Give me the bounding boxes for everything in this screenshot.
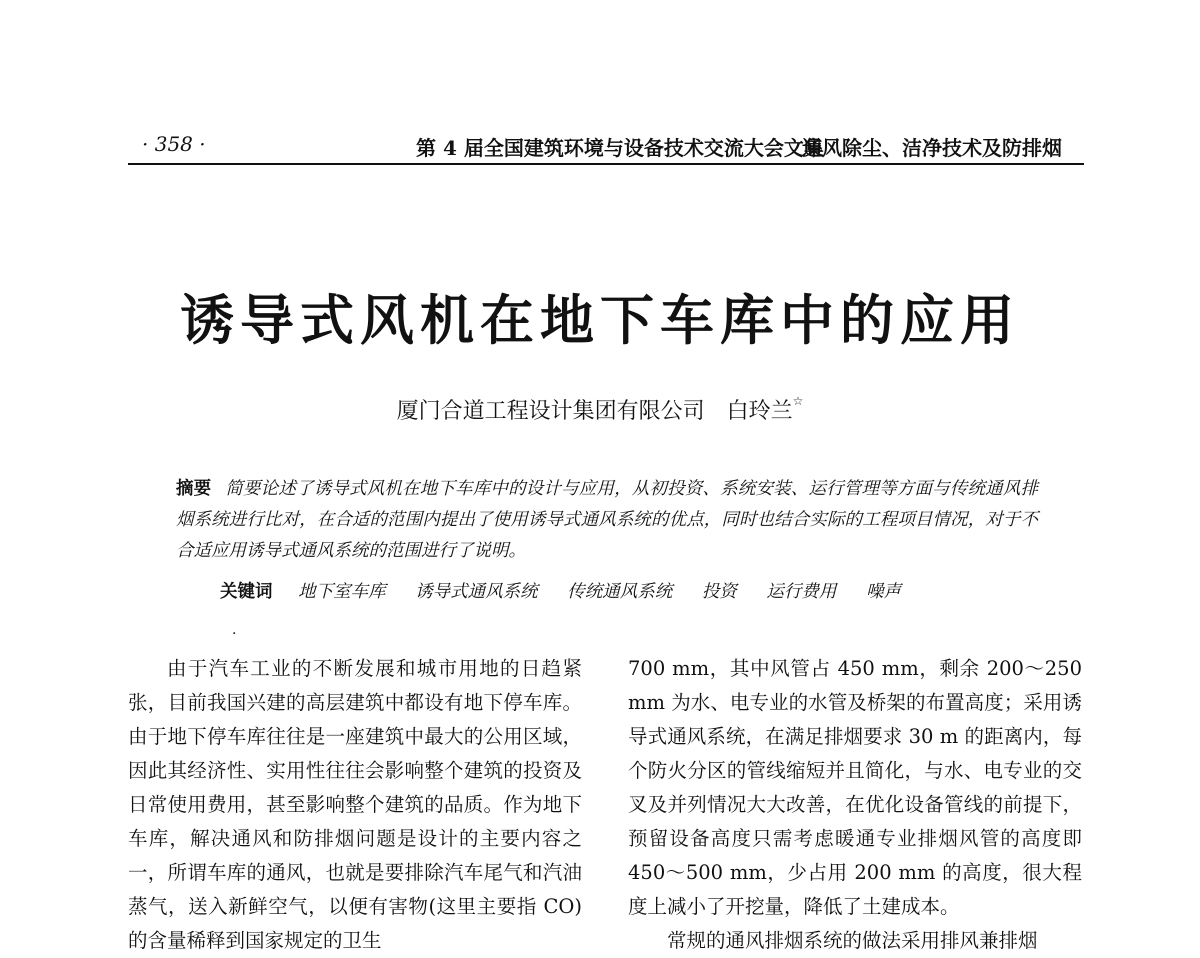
keyword: 地下室车库 (298, 582, 386, 602)
affiliation-author: 厦门合道工程设计集团有限公司 白玲兰 (396, 399, 793, 424)
keyword: 运行费用 (766, 582, 837, 602)
journal-title: 第 4 届全国建筑环境与设备技术交流大会文集 (416, 136, 824, 160)
body-column-right (628, 652, 1082, 958)
body-paragraph: 由于汽车工业的不断发展和城市用地的日趋紧张，目前我国兴建的高层建筑中都设有地下停车库。由于地下停车库往往是一座建筑中最大的公用区域，因此其经济性、实用性往往会影响整个建筑的投资及日常使用费用，甚至影响整个建筑的品质。作为地下车库，解决通风和防排烟问题是设计的主要内容之一，所谓车库的通风，也就是要排除汽车尾气和汽油蒸气，送入新鲜空气，以便有害物(这里主要指 CO)的含量稀释到国家规定的卫生 (128, 657, 582, 952)
keyword: 传统通风系统 (567, 582, 673, 602)
body-column-left (128, 652, 582, 958)
keyword: 诱导式通风系统 (415, 582, 538, 602)
abstract-text: 简要论述了诱导式风机在地下车库中的设计与应用，从初投资、系统安装、运行管理等方面与传统通风排烟系统进行比对，在合适的范围内提出了使用诱导式通风系统的优点，同时也结合实际的工程项目情况，对于不合适应用诱导式通风系统的范围进行了说明。 (176, 479, 1038, 561)
paper-title: 诱导式风机在地下车库中的应用 (180, 288, 1020, 352)
section-title: 通风除尘、洁净技术及防排烟 (802, 136, 1062, 160)
stray-mark: · (232, 626, 237, 642)
body-paragraph: 700 mm，其中风管占 450 mm，剩余 200～250 mm 为水、电专业的水管及桥架的布置高度；采用诱导式通风系统，在满足排烟要求 30 m 的距离内，每个防火分区的管线缩短并且简化，与水、电专业的交叉及并列情况大大改善，在优化设备管线的前提下，预留设备高度只需考虑暖通专业排烟风管的高度即 450～500 mm，少占用 200 mm 的高度，很大程度上减小了开挖量，降低了土建成本。 (628, 657, 1082, 918)
author-mark: ☆ (792, 394, 804, 408)
running-header (128, 130, 1084, 160)
keywords (220, 578, 1040, 603)
keyword: 噪声 (865, 582, 901, 602)
abstract (176, 474, 1038, 567)
keyword: 投资 (701, 582, 737, 602)
header-rule (128, 163, 1084, 165)
affiliation-line (0, 394, 1200, 425)
body-paragraph: 常规的通风排烟系统的做法采用排风兼排烟 (667, 929, 1038, 952)
page-number: · 358 · (142, 132, 206, 156)
keywords-label: 关键词 (220, 582, 273, 602)
abstract-label: 摘要 (176, 479, 212, 499)
